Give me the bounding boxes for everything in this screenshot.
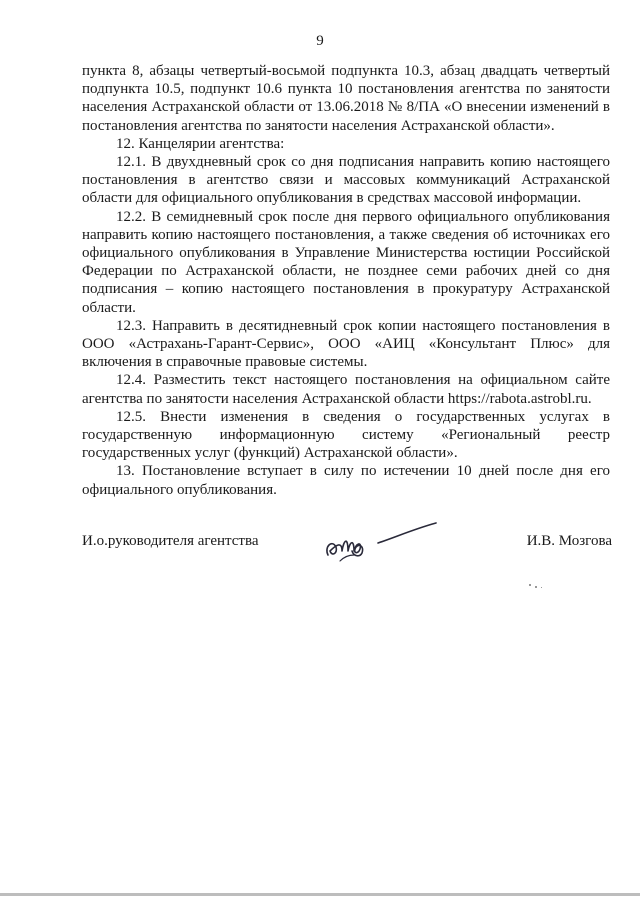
scan-speck — [529, 584, 531, 586]
handwritten-signature-icon — [318, 517, 458, 567]
signatory-name: И.В. Мозгова — [526, 533, 612, 549]
signatory-position: И.о.руководителя агентства — [82, 533, 259, 549]
signature-block — [82, 533, 612, 573]
scan-speck — [541, 587, 542, 588]
paragraph-13: 13. Постановление вступает в силу по истечении 10 дней после дня его официального опубликования. — [82, 463, 610, 498]
paragraph-12-3: 12.3. Направить в десятидневный срок копии настоящего постановления в ООО «Астрахань-Гарант-Сервис», ООО «АИЦ «Консультант Плюс» для включения в справочные правовые системы. — [82, 317, 610, 371]
page-number: 9 — [316, 33, 324, 49]
paragraph-12-5: 12.5. Внести изменения в сведения о государственных услугах в государственную информационную систему «Региональный реестр государственных услуг (функций) Астраханской области». — [82, 408, 610, 462]
paragraph-12: 12. Канцелярии агентства: — [116, 135, 285, 152]
paragraph-12-4: 12.4. Разместить текст настоящего постановления на официальном сайте агентства по занятости населения Астраханской области https://rabota.astrobl.ru. — [82, 372, 610, 407]
paragraph-12-2: 12.2. В семидневный срок после дня первого официального опубликования направить копию настоящего постановления, а также сведения об источниках его официального опубликования в Управление Министерства юстиции Российской Федерации по Астраханской области, не позднее семи рабочих дней со дня подписания – копию настоящего постановления в прокуратуру Астраханской области. — [82, 208, 610, 316]
document-body — [82, 62, 610, 499]
paragraph-12-1: 12.1. В двухдневный срок со дня подписания направить копию настоящего постановления в агентство связи и массовых коммуникаций Астраханской области для официального опубликования в средствах массовой информации. — [82, 154, 610, 207]
scan-speck — [535, 586, 537, 588]
paragraph-continuation: пункта 8, абзацы четвертый-восьмой подпункта 10.3, абзац двадцать четвертый подпункта 10.5, подпункт 10.6 пункта 10 постановления агентства по занятости населения Астраханской области от 13.06.2018 № 8/ПА «О внесении изменений в постановления агентства по занятости населения Астраханской области». — [82, 63, 610, 134]
scan-edge-line — [0, 893, 640, 896]
